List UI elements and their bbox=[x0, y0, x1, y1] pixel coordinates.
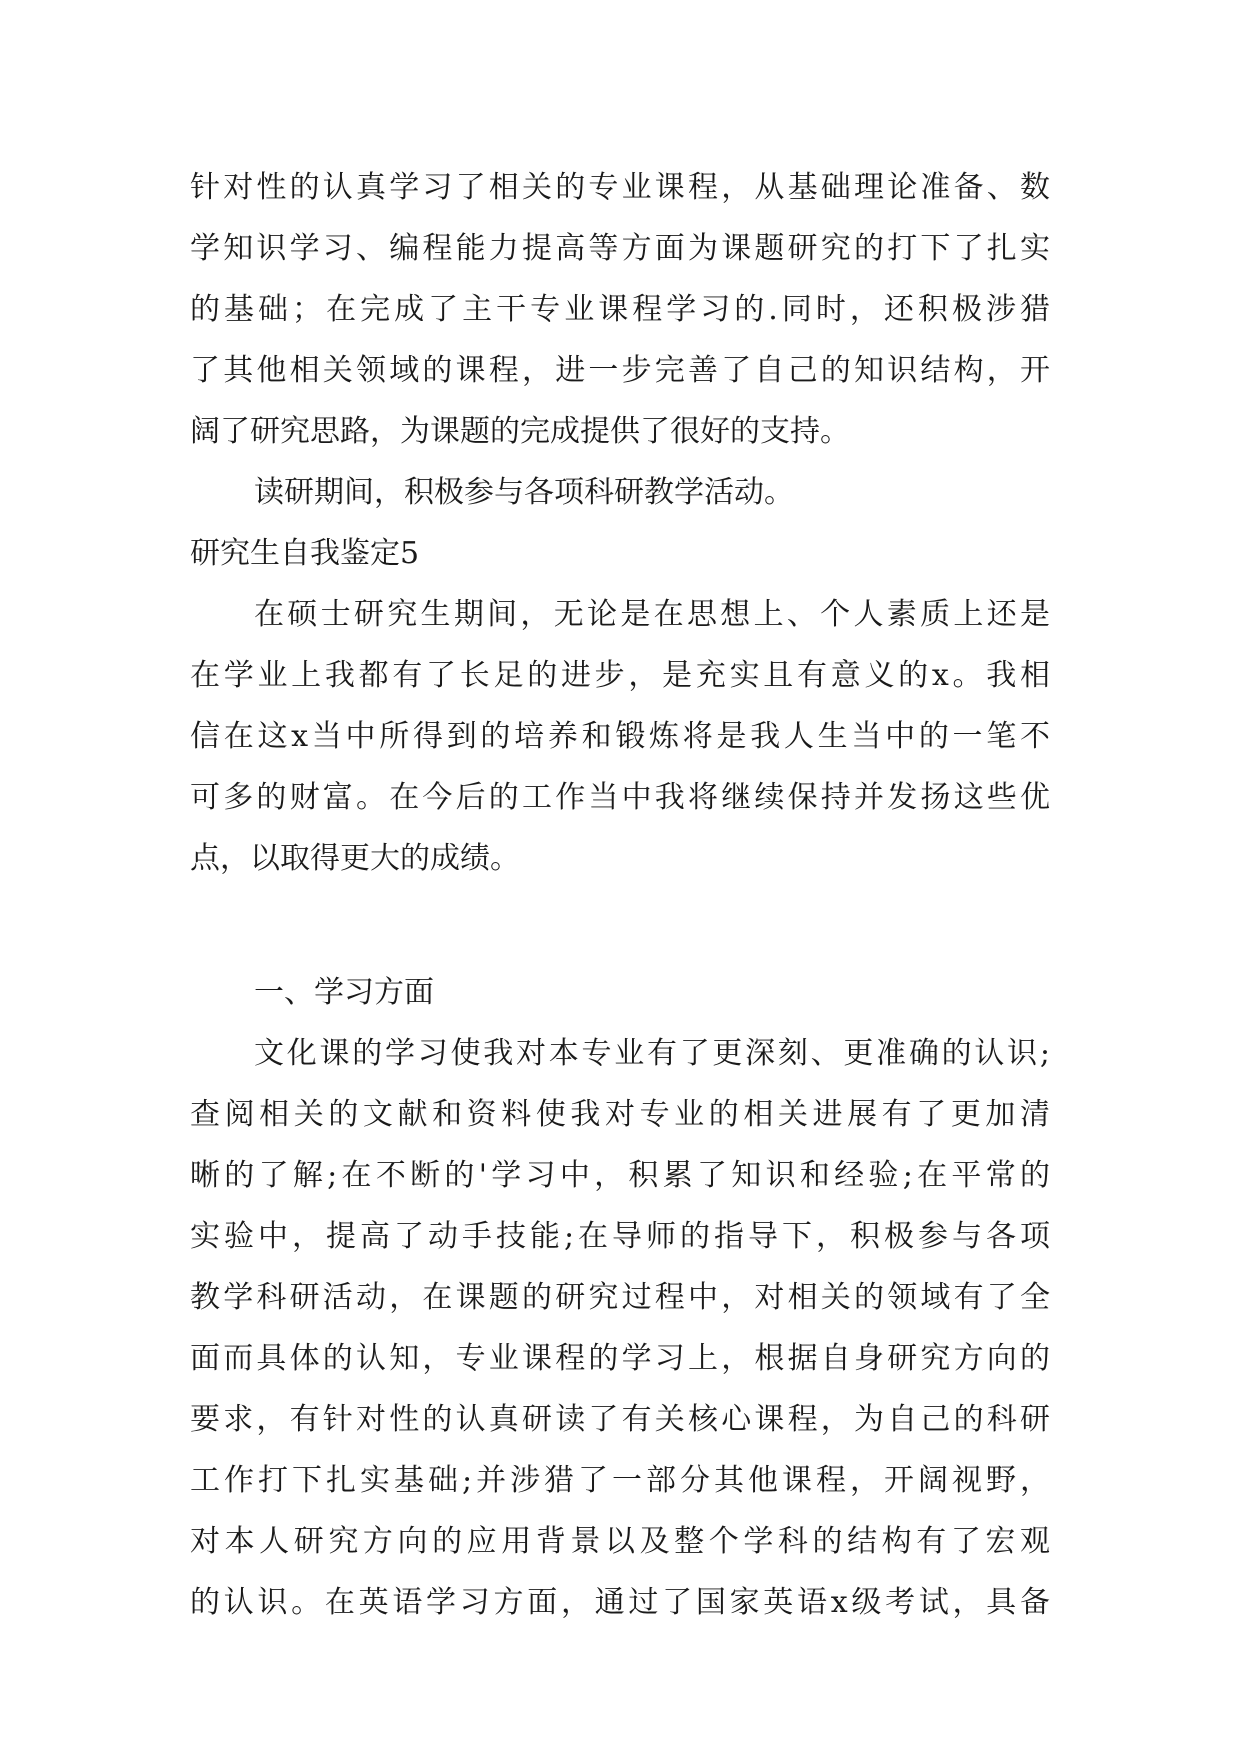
paragraph-line: 阔了研究思路，为课题的完成提供了很好的支持。 bbox=[190, 414, 850, 449]
paragraph-research-activities: 读研期间，积极参与各项科研教学活动。 bbox=[254, 475, 794, 510]
paragraph-line: 文化课的学习使我对本专业有了更深刻、更准确的认识; bbox=[254, 1036, 1050, 1071]
document-body bbox=[190, 157, 1050, 1633]
paragraph-line: 在硕士研究生期间，无论是在思想上、个人素质上还是 bbox=[254, 597, 1050, 632]
section-heading: 研究生自我鉴定5 bbox=[190, 536, 420, 571]
paragraph-line: 的基础；在完成了主干专业课程学习的.同时，还积极涉猎 bbox=[190, 292, 1050, 327]
paragraph-line: 针对性的认真学习了相关的专业课程，从基础理论准备、数 bbox=[190, 170, 1050, 205]
paragraph-line: 实验中，提高了动手技能;在导师的指导下，积极参与各项 bbox=[190, 1219, 1050, 1254]
paragraph-line: 工作打下扎实基础;并涉猎了一部分其他课程，开阔视野， bbox=[190, 1463, 1050, 1498]
paragraph-line: 面而具体的认知，专业课程的学习上，根据自身研究方向的 bbox=[190, 1341, 1050, 1376]
paragraph-line: 晰的了解;在不断的'学习中，积累了知识和经验;在平常的 bbox=[190, 1158, 1050, 1193]
paragraph-line: 学知识学习、编程能力提高等方面为课题研究的打下了扎实 bbox=[190, 231, 1050, 266]
paragraph-line: 了其他相关领域的课程，进一步完善了自己的知识结构，开 bbox=[190, 353, 1050, 388]
blank-spacer bbox=[190, 889, 1050, 962]
paragraph-line: 要求，有针对性的认真研读了有关核心课程，为自己的科研 bbox=[190, 1402, 1050, 1437]
paragraph-line: 查阅相关的文献和资料使我对专业的相关进展有了更加清 bbox=[190, 1097, 1050, 1132]
paragraph-line: 可多的财富。在今后的工作当中我将继续保持并发扬这些优 bbox=[190, 780, 1050, 815]
paragraph-line: 的认识。在英语学习方面，通过了国家英语x级考试，具备 bbox=[190, 1585, 1050, 1620]
paragraph-line: 对本人研究方向的应用背景以及整个学科的结构有了宏观 bbox=[190, 1524, 1050, 1559]
paragraph-line: 信在这x当中所得到的培养和锻炼将是我人生当中的一笔不 bbox=[190, 719, 1050, 754]
paragraph-line: 在学业上我都有了长足的进步，是充实且有意义的x。我相 bbox=[190, 658, 1050, 693]
paragraph-line: 点，以取得更大的成绩。 bbox=[190, 841, 520, 876]
subsection-heading: 一、学习方面 bbox=[254, 975, 434, 1010]
paragraph-line: 教学科研活动，在课题的研究过程中，对相关的领域有了全 bbox=[190, 1280, 1050, 1315]
